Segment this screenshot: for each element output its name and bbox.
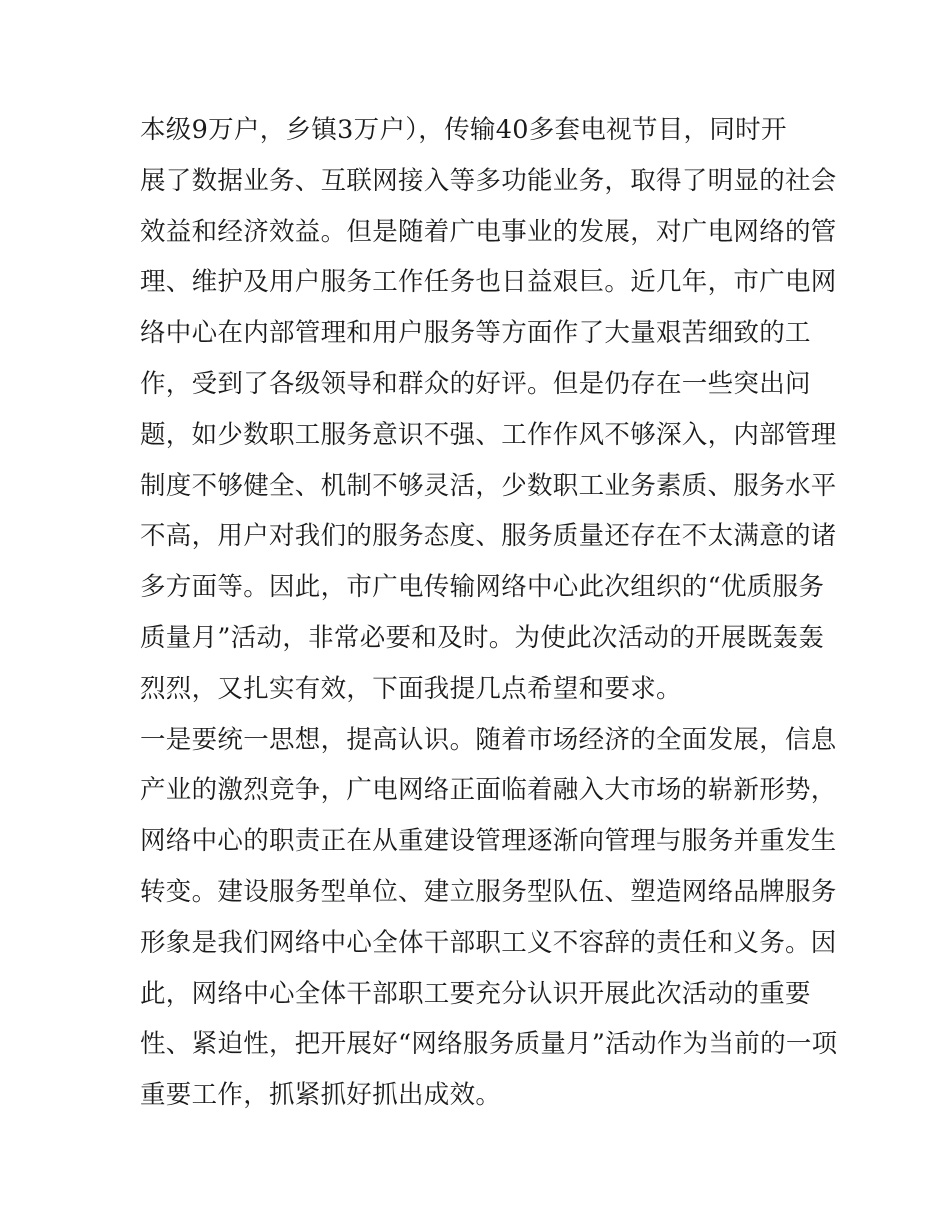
text-line: 展了数据业务、互联网接入等多功能业务，取得了明显的社会 <box>140 165 837 196</box>
text-line: 产业的激烈竞争，广电网络正面临着融入大市场的崭新形势， <box>140 775 837 806</box>
text-line: 效益和经济效益。但是随着广电事业的发展，对广电网络的管 <box>140 216 837 247</box>
text-line: 络中心在内部管理和用户服务等方面作了大量艰苦细致的工 <box>140 318 811 349</box>
text-line: 一是要统一思想，提高认识。随着市场经济的全面发展，信息 <box>140 724 837 755</box>
text-line: 网络中心的职责正在从重建设管理逐渐向管理与服务并重发生 <box>140 826 837 857</box>
text-line: 本级9万户，乡镇3万户），传输40多套电视节目，同时开 <box>140 115 787 145</box>
text-line: 性、紧迫性，把开展好“网络服务质量月”活动作为当前的一项 <box>140 1029 838 1060</box>
text-line: 此，网络中心全体干部职工要充分认识开展此次活动的重要 <box>140 978 811 1009</box>
text-line: 质量月”活动，非常必要和及时。为使此次活动的开展既轰轰 <box>140 622 825 653</box>
text-line: 烈烈，又扎实有效，下面我提几点希望和要求。 <box>140 673 682 704</box>
text-line: 重要工作，抓紧抓好抓出成效。 <box>140 1080 502 1111</box>
text-line: 作，受到了各级领导和群众的好评。但是仍存在一些突出问 <box>140 368 811 399</box>
text-line: 题，如少数职工服务意识不强、工作作风不够深入，内部管理 <box>140 419 837 450</box>
text-line: 形象是我们网络中心全体干部职工义不容辞的责任和义务。因 <box>140 927 837 958</box>
text-line: 多方面等。因此，市广电传输网络中心此次组织的“优质服务 <box>140 572 825 603</box>
text-line: 制度不够健全、机制不够灵活，少数职工业务素质、服务水平 <box>140 470 837 501</box>
text-line: 转变。建设服务型单位、建立服务型队伍、塑造网络品牌服务 <box>140 876 837 907</box>
document-body <box>140 105 838 1121</box>
text-line: 理、维护及用户服务工作任务也日益艰巨。近几年，市广电网 <box>140 267 837 298</box>
text-line: 不高，用户对我们的服务态度、服务质量还存在不太满意的诸 <box>140 521 837 552</box>
